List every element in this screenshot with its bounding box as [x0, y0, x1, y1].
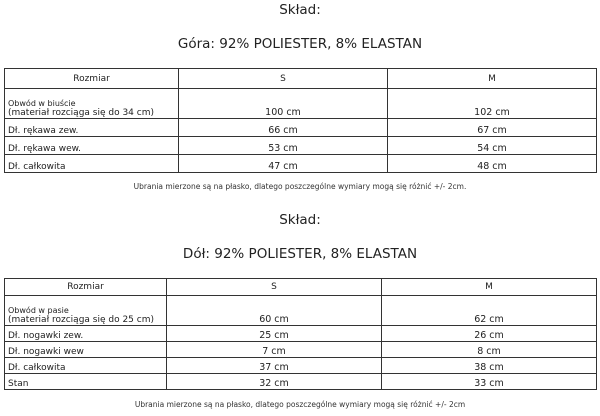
- top-section-heading: Skład:: [279, 2, 321, 18]
- row-label: Dł. nogawki zew.: [5, 326, 167, 342]
- header-m: M: [382, 279, 597, 296]
- value-m: 54 cm: [388, 137, 597, 155]
- header-s: S: [179, 69, 388, 89]
- top-measurement-note: Ubrania mierzone są na płasko, dlatego poszczególne wymiary mogą się różnić +/- 2cm.: [133, 182, 467, 191]
- value-s: 100 cm: [179, 89, 388, 119]
- top-composition: Góra: 92% POLIESTER, 8% ELASTAN: [177, 36, 423, 52]
- table-row: [5, 119, 597, 137]
- header-size: Rozmiar: [5, 279, 167, 296]
- row-label: Dł. całkowita: [5, 358, 167, 374]
- value-m: 67 cm: [388, 119, 597, 137]
- table-row: [5, 137, 597, 155]
- value-s: 53 cm: [179, 137, 388, 155]
- table-row: [5, 155, 597, 173]
- value-m: 48 cm: [388, 155, 597, 173]
- table-row: [5, 89, 597, 119]
- header-m: M: [388, 69, 597, 89]
- value-m: 62 cm: [382, 296, 597, 326]
- row-label: [5, 89, 179, 119]
- value-s: 7 cm: [167, 342, 382, 358]
- bottom-composition: Dół: 92% POLIESTER, 8% ELASTAN: [182, 246, 418, 262]
- row-label-main: Obwód w biuście: [8, 99, 76, 108]
- row-label: Stan: [5, 374, 167, 390]
- row-label: Dł. całkowita: [5, 155, 179, 173]
- header-size: Rozmiar: [5, 69, 179, 89]
- table-header-row: [5, 279, 597, 296]
- bottom-size-table: [4, 278, 597, 390]
- row-label: [5, 296, 167, 326]
- row-label-note: (materiał rozciąga się do 34 cm): [8, 108, 154, 118]
- table-row: [5, 296, 597, 326]
- value-s: 60 cm: [167, 296, 382, 326]
- value-m: 38 cm: [382, 358, 597, 374]
- bottom-section-heading: Skład:: [279, 212, 321, 228]
- row-label: Dł. rękawa wew.: [5, 137, 179, 155]
- value-m: 33 cm: [382, 374, 597, 390]
- value-s: 47 cm: [179, 155, 388, 173]
- value-s: 66 cm: [179, 119, 388, 137]
- table-header-row: [5, 69, 597, 89]
- table-row: [5, 342, 597, 358]
- value-m: 8 cm: [382, 342, 597, 358]
- table-row: [5, 374, 597, 390]
- row-label: Dł. nogawki wew: [5, 342, 167, 358]
- row-label: Dł. rękawa zew.: [5, 119, 179, 137]
- row-label-note: (materiał rozciąga się do 25 cm): [8, 315, 154, 325]
- bottom-measurement-note: Ubrania mierzone są na płasko, dlatego poszczególne wymiary mogą się różnić +/- 2cm: [134, 400, 466, 409]
- value-m: 26 cm: [382, 326, 597, 342]
- value-s: 32 cm: [167, 374, 382, 390]
- table-row: [5, 326, 597, 342]
- value-m: 102 cm: [388, 89, 597, 119]
- top-size-table: [4, 68, 597, 173]
- value-s: 37 cm: [167, 358, 382, 374]
- table-row: [5, 358, 597, 374]
- header-s: S: [167, 279, 382, 296]
- row-label-main: Obwód w pasie: [8, 306, 69, 315]
- value-s: 25 cm: [167, 326, 382, 342]
